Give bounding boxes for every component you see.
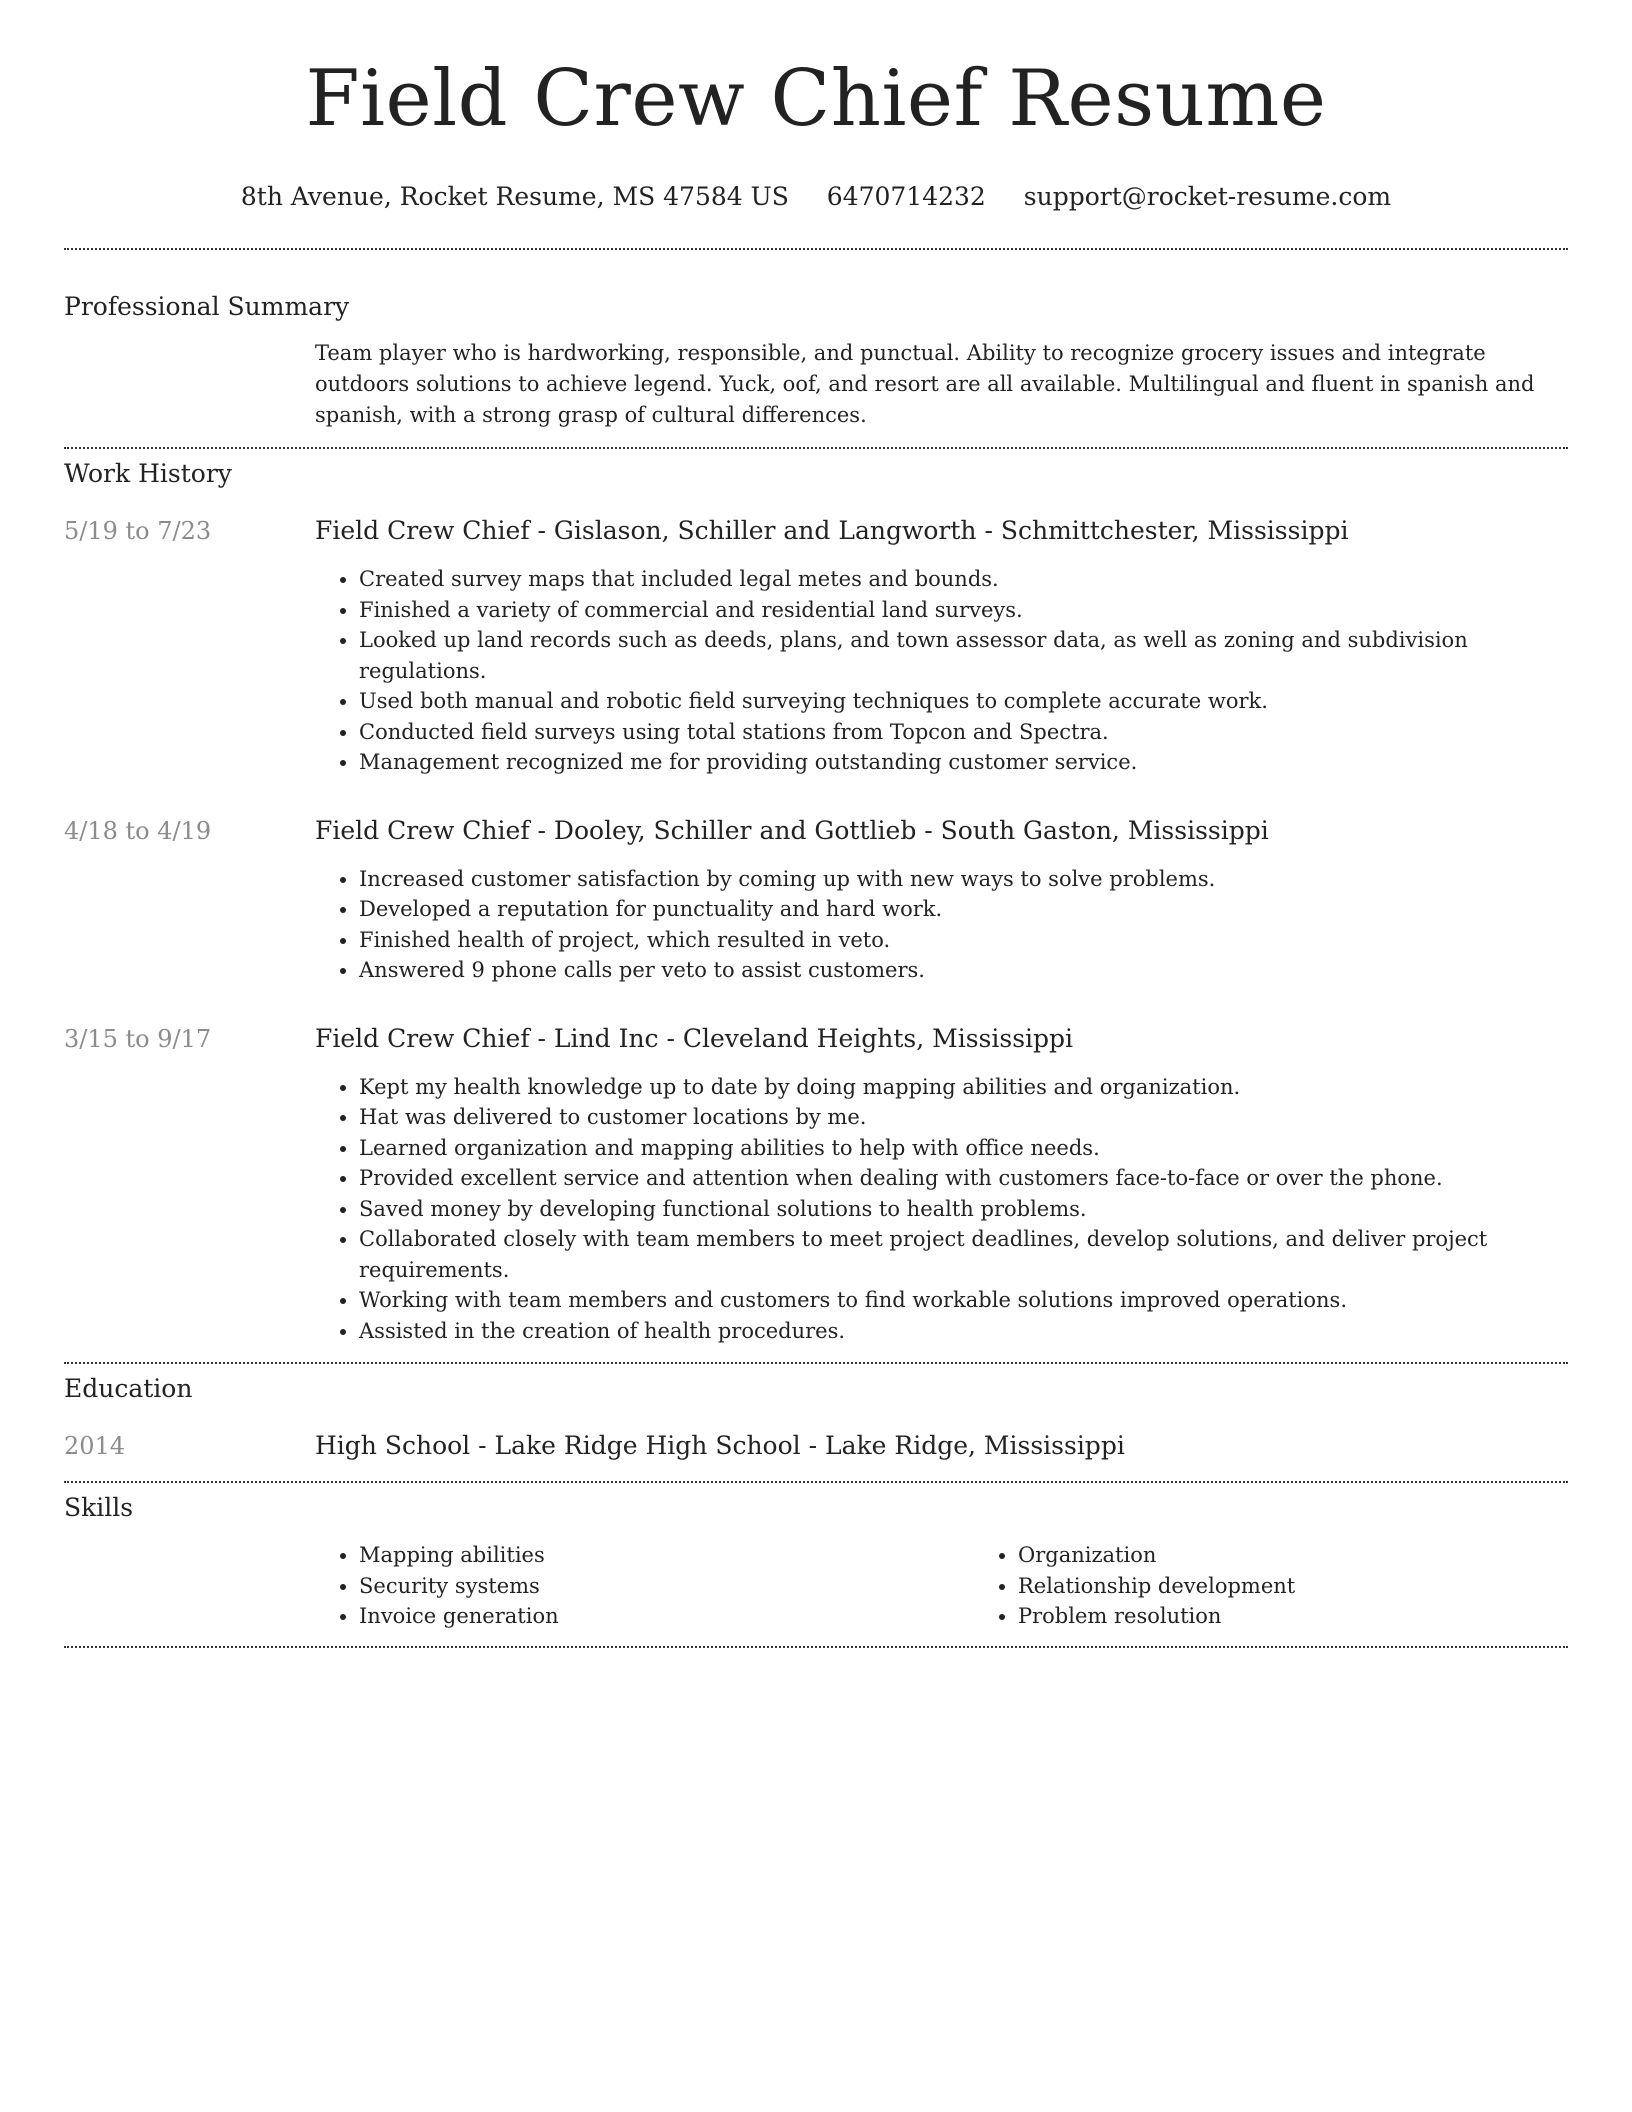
education-title: High School - Lake Ridge High School - Lake Ridge, Mississippi [315,1431,1125,1460]
list-item: • Provided excellent service and attention when dealing with customers face-to-face or over the phone. [359,1163,1568,1194]
resume-title: Field Crew Chief Resume [305,54,1327,144]
summary-content [315,338,1568,431]
skills-content [315,1540,1632,1632]
list-item: • Created survey maps that included legal metes and bounds. [359,564,1568,595]
list-item: • Looked up land records such as deeds, plans, and town assessor data, as well as zoning and subdivision regulations. [359,625,1568,686]
skills-row [64,1540,1568,1632]
section-divider [64,1362,1568,1364]
list-item: • Mapping abilities [359,1540,974,1571]
list-item: • Used both manual and robotic field surveying techniques to complete accurate work. [359,686,1568,717]
list-item: • Organization [1018,1540,1632,1571]
list-item: • Conducted field surveys using total stations from Topcon and Spectra. [359,717,1568,748]
list-item: • Saved money by developing functional solutions to health problems. [359,1194,1568,1225]
job-entry [64,816,1568,986]
work-history-heading: Work History [64,459,232,488]
education-entry [64,1431,1568,1461]
summary-spacer [64,338,315,431]
job-title: Field Crew Chief - Lind Inc - Cleveland Heights, Mississippi [315,1023,1074,1053]
section-divider [64,248,1568,250]
job-dates: 3/15 to 9/17 [64,1024,212,1053]
job-title: Field Crew Chief - Gislason, Schiller and Langworth - Schmittchester, Mississippi [315,516,1349,545]
list-item: • Problem resolution [1018,1601,1632,1632]
list-item: • Management recognized me for providing outstanding customer service. [359,747,1568,778]
summary-text: Team player who is hardworking, responsible, and punctual. Ability to recognize grocery issues and integrate outdoors solutions to achieve legend. Yuck, oof, and resort are all available. Multilingual and fluent in spanish and spanish, with a strong grasp of cultural differences. [315,341,1535,427]
list-item: • Invoice generation [359,1601,974,1632]
education-heading: Education [64,1374,193,1403]
contact-address: 8th Avenue, Rocket Resume, MS 47584 US [240,182,789,211]
skills-heading: Skills [64,1493,134,1522]
education-content [315,1431,1568,1461]
job-bullets [315,864,1568,986]
job-dates: 5/19 to 7/23 [64,517,212,545]
list-item: • Finished health of project, which resulted in veto. [359,925,1568,956]
section-divider [64,447,1568,449]
job-entry [64,1024,1568,1347]
skills-list-left [315,1540,974,1632]
job-bullets [315,1072,1568,1347]
list-item: • Working with team members and customers to find workable solutions improved operations. [359,1285,1568,1316]
education-year: 2014 [64,1432,126,1460]
list-item: • Security systems [359,1571,974,1602]
list-item: • Learned organization and mapping abilities to help with office needs. [359,1133,1568,1164]
list-item: • Finished a variety of commercial and residential land surveys. [359,595,1568,626]
skills-list-right [974,1540,1632,1632]
job-entry [64,516,1568,778]
job-bullets [315,564,1568,778]
list-item: • Answered 9 phone calls per veto to assist customers. [359,955,1568,986]
list-item: • Relationship development [1018,1571,1632,1602]
skills-spacer [64,1540,315,1632]
summary-row [64,338,1568,431]
list-item: • Collaborated closely with team members to meet project deadlines, develop solutions, and deliver project requirements. [359,1224,1568,1285]
section-divider [64,1481,1568,1483]
list-item: • Assisted in the creation of health procedures. [359,1316,1568,1347]
job-dates: 4/18 to 4/19 [64,816,212,845]
section-divider [64,1646,1568,1648]
list-item: • Increased customer satisfaction by coming up with new ways to solve problems. [359,864,1568,895]
job-title: Field Crew Chief - Dooley, Schiller and Gottlieb - South Gaston, Mississippi [315,815,1269,845]
contact-line [64,182,1568,212]
summary-heading: Professional Summary [64,292,350,321]
contact-email: support@rocket-resume.com [1023,182,1392,211]
list-item: • Developed a reputation for punctuality and hard work. [359,894,1568,925]
list-item: • Hat was delivered to customer locations by me. [359,1102,1568,1133]
job-content [315,816,1568,986]
contact-phone: 6470714232 [826,182,986,211]
job-content [315,516,1568,778]
job-content [315,1024,1568,1347]
list-item: • Kept my health knowledge up to date by doing mapping abilities and organization. [359,1072,1568,1103]
